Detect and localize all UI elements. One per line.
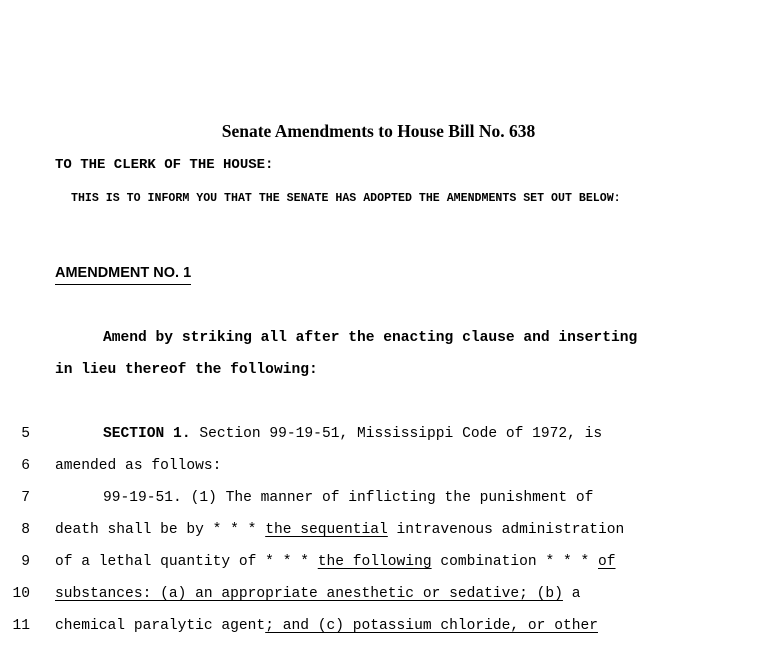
bill-text: intravenous administration bbox=[387, 522, 625, 538]
bill-line-7: 99-19-51. (1) The manner of inflicting the punishment of bbox=[103, 490, 594, 506]
line-number: 7 bbox=[21, 490, 30, 506]
bill-text: of a lethal quantity of * * * bbox=[55, 554, 318, 570]
bill-text: Section 99-19-51, Mississippi Code of 1972, is bbox=[190, 426, 603, 442]
line-number: 10 bbox=[12, 586, 30, 602]
bill-line-5 bbox=[55, 426, 602, 442]
inserted-text: of bbox=[598, 554, 616, 570]
bill-line-9 bbox=[55, 554, 616, 570]
line-number: 11 bbox=[12, 618, 30, 634]
inserted-text: the sequential bbox=[265, 522, 388, 538]
line-number: 5 bbox=[21, 426, 30, 442]
bill-text: death shall be by * * * bbox=[55, 522, 266, 538]
document-title: Senate Amendments to House Bill No. 638 bbox=[221, 121, 536, 141]
section-label: SECTION 1. bbox=[103, 426, 191, 442]
inform-paragraph: THIS IS TO INFORM YOU THAT THE SENATE HAS ADOPTED THE AMENDMENTS SET OUT BELOW: bbox=[71, 192, 621, 205]
instruction-line-2: in lieu thereof the following: bbox=[55, 362, 318, 378]
line-number: 6 bbox=[21, 458, 30, 474]
inserted-text: substances: (a) an appropriate anesthetic or sedative; (b) bbox=[55, 586, 563, 602]
line-number: 8 bbox=[21, 522, 30, 538]
bill-text: combination * * * bbox=[431, 554, 598, 570]
inserted-text: ; and (c) potassium chloride, or other bbox=[265, 618, 598, 634]
bill-line-8 bbox=[55, 522, 624, 538]
bill-line-6: amended as follows: bbox=[55, 458, 222, 474]
amendment-heading: AMENDMENT NO. 1 bbox=[55, 265, 191, 285]
inserted-text: the following bbox=[317, 554, 432, 570]
addressee-line: TO THE CLERK OF THE HOUSE: bbox=[55, 157, 274, 173]
instruction-line-1: Amend by striking all after the enacting clause and inserting bbox=[103, 330, 638, 346]
bill-text: a bbox=[562, 586, 581, 602]
line-number: 9 bbox=[21, 554, 30, 570]
bill-line-10 bbox=[55, 586, 580, 602]
bill-line-11 bbox=[55, 618, 598, 634]
bill-text: chemical paralytic agent bbox=[55, 618, 266, 634]
